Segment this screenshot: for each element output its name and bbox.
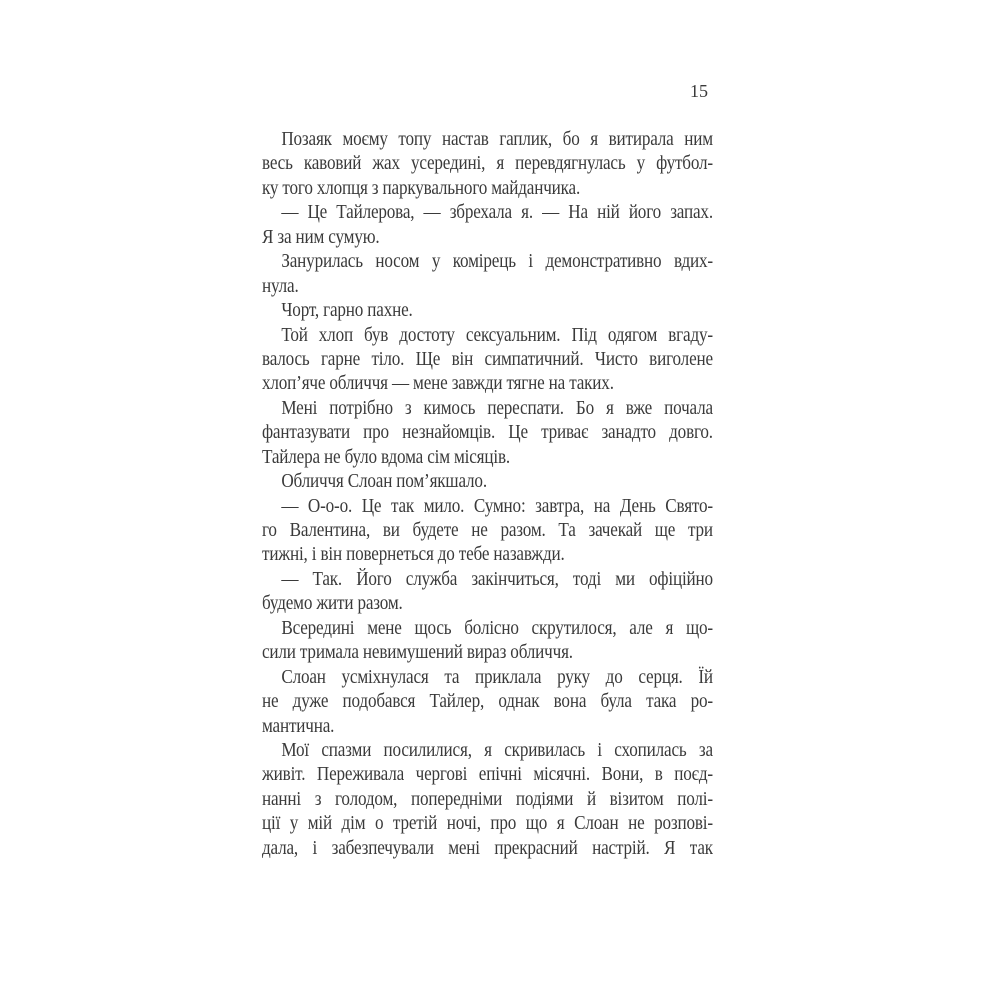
text-line: будемо жити разом.	[262, 593, 403, 615]
paragraph	[262, 617, 713, 666]
text-line: не дуже подобався Тайлер, однак вона була така ро-	[262, 691, 713, 713]
paragraph	[262, 568, 713, 617]
text-line: Всередині мене щось болісно скрутилося, але я що-	[281, 617, 713, 639]
text-line: Чорт, гарно пахне.	[281, 300, 413, 322]
page-number: 15	[690, 81, 708, 101]
paragraph	[262, 739, 713, 861]
text-line: — Так. Його служба закінчиться, тоді ми офіційно	[281, 568, 713, 590]
text-line: весь кавовий жах усередині, я перевдягнулась у футбол-	[262, 153, 713, 175]
text-line: нула.	[262, 275, 299, 297]
paragraph	[262, 495, 713, 568]
text-line: живіт. Переживала чергові епічні місячні. Вони, в поєд-	[262, 764, 713, 786]
page-text	[262, 128, 713, 861]
text-line: Слоан усміхнулася та приклала руку до серця. Їй	[281, 666, 713, 688]
text-line: Я за ним сумую.	[262, 226, 380, 248]
text-line: Мені потрібно з кимось переспати. Бо я вже почала	[281, 397, 713, 419]
text-line: Тайлера не було вдома сім місяців.	[262, 446, 511, 468]
text-line: мантична.	[262, 715, 335, 737]
paragraph	[262, 666, 713, 739]
text-line: Позаяк моєму топу настав гаплик, бо я витирала ним	[281, 129, 713, 150]
text-line: ції у мій дім о третій ночі, про що я Слоан не розпові-	[262, 813, 713, 835]
text-line: фантазувати про незнайомців. Це триває занадто довго.	[262, 422, 713, 444]
text-line: Той хлоп був достоту сексуальним. Під одягом вгаду-	[281, 324, 713, 346]
paragraph	[262, 128, 713, 201]
paragraph	[262, 397, 713, 470]
text-line: Занурилась носом у комірець і демонстративно вдих-	[281, 251, 713, 273]
text-line: дала, і забезпечували мені прекрасний настрій. Я так	[262, 837, 713, 859]
text-line: нанні з голодом, попередніми подіями й візитом полі-	[262, 788, 713, 810]
text-line: го Валентина, ви будете не разом. Та зачекай ще три	[262, 520, 713, 541]
text-line: Обличчя Слоан пом’якшало.	[281, 471, 487, 493]
text-line: Мої спазми посилилися, я скривилась і схопилась за	[281, 739, 713, 761]
paragraph	[262, 470, 713, 494]
text-line: — Це Тайлерова, — збрехала я. — На ній його запах.	[281, 202, 713, 224]
paragraph	[262, 201, 713, 250]
paragraph	[262, 299, 713, 323]
paragraph	[262, 250, 713, 299]
text-line: хлоп’яче обличчя — мене завжди тягне на таких.	[262, 373, 614, 395]
text-line: тижні, і він повернеться до тебе назавжди.	[262, 544, 565, 566]
text-line: валось гарне тіло. Ще він симпатичний. Чисто виголене	[262, 348, 713, 370]
paragraph	[262, 324, 713, 397]
text-line: — О-о-о. Це так мило. Сумно: завтра, на День Свято-	[281, 495, 713, 517]
text-line: ку того хлопця з паркувального майданчика.	[262, 177, 581, 199]
text-line: сили тримала невимушений вираз обличчя.	[262, 642, 573, 664]
